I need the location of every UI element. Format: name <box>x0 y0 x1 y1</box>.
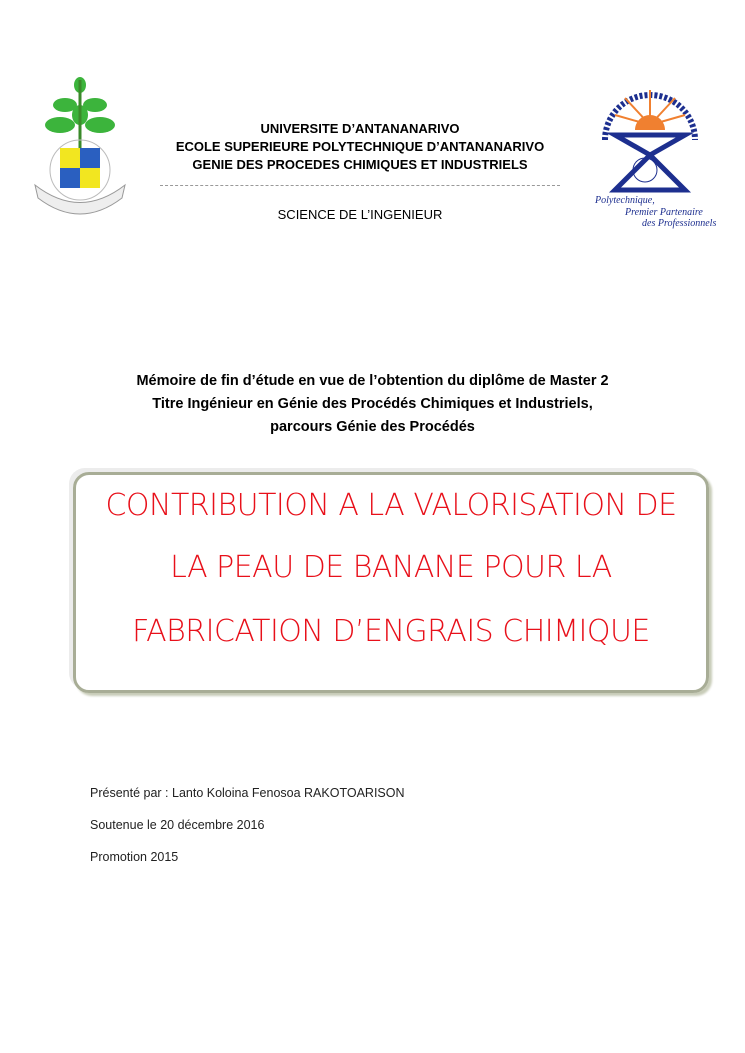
logo-tagline-3: des Professionnels <box>642 218 717 229</box>
school-name: ECOLE SUPERIEURE POLYTECHNIQUE D’ANTANANARIVO <box>175 139 545 154</box>
title-line-1: CONTRIBUTION A LA VALORISATION DE <box>105 488 677 523</box>
memoire-line-2: Titre Ingénieur en Génie des Procédés Chimiques et Industriels, <box>152 396 593 412</box>
university-logo <box>30 70 130 220</box>
university-name: UNIVERSITE D’ANTANANARIVO <box>260 121 460 136</box>
logo-tagline-2: Premier Partenaire <box>625 207 703 218</box>
logo-tagline-1: Polytechnique, <box>595 195 655 206</box>
polytechnique-logo <box>590 70 710 195</box>
title-line-3: FABRICATION D’ENGRAIS CHIMIQUE <box>132 614 650 649</box>
title-line-2: LA PEAU DE BANANE POUR LA <box>170 550 612 585</box>
presented-by: Présenté par : Lanto Koloina Fenosoa RAKOTOARISON <box>90 786 405 800</box>
domain-label: SCIENCE DE L’INGENIEUR <box>277 207 443 222</box>
department-name: GENIE DES PROCEDES CHIMIQUES ET INDUSTRIELS <box>192 157 528 172</box>
memoire-line-1: Mémoire de fin d’étude en vue de l’obtention du diplôme de Master 2 <box>136 373 609 389</box>
defense-date: Soutenue le 20 décembre 2016 <box>90 818 265 832</box>
promotion: Promotion 2015 <box>90 850 179 864</box>
memoire-line-3: parcours Génie des Procédés <box>270 419 475 435</box>
divider <box>160 185 560 186</box>
